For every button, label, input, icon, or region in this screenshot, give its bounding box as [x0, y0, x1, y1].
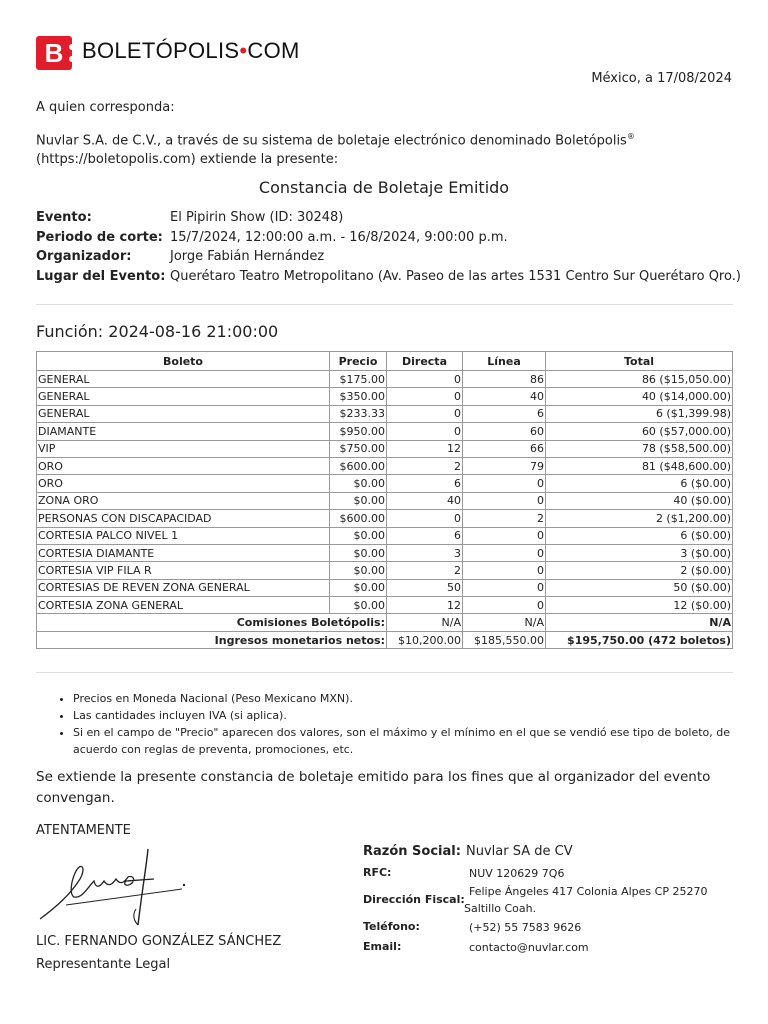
cell-boleto: CORTESIA ZONA GENERAL [37, 597, 330, 614]
cell-total: 2 ($1,200.00) [546, 510, 733, 527]
event-info [36, 208, 741, 286]
cell-linea: 40 [463, 388, 546, 405]
cell-linea: 60 [463, 423, 546, 440]
cell-linea: 6 [463, 405, 546, 422]
cell-precio: $0.00 [330, 597, 387, 614]
cell-directa: 0 [387, 388, 463, 405]
regards: ATENTAMENTE [36, 823, 131, 838]
event-info-row [36, 247, 741, 267]
cell-precio: $600.00 [330, 510, 387, 527]
cell-directa: 6 [387, 475, 463, 492]
closing-paragraph: Se extiende la presente constancia de boletaje emitido para los fines que al organizador del evento convengan. [36, 769, 711, 806]
brand-logo-mark [36, 36, 72, 70]
dir-label: Dirección Fiscal: [363, 893, 465, 906]
cell-boleto: ORO [37, 457, 330, 474]
divider [36, 672, 733, 673]
cell-linea: 0 [463, 475, 546, 492]
cell-total: 78 ($58,500.00) [546, 440, 733, 457]
signer-role: Representante Legal [36, 957, 171, 972]
tel-value: (+52) 55 7583 9626 [469, 921, 582, 934]
table-row [37, 579, 733, 596]
cell-directa: 3 [387, 544, 463, 561]
cell-directa: 12 [387, 597, 463, 614]
cell-boleto: ORO [37, 475, 330, 492]
cell-total: 81 ($48,600.00) [546, 457, 733, 474]
tickets-table [36, 351, 733, 649]
cell-boleto: VIP [37, 440, 330, 457]
function-title: Función: 2024-08-16 21:00:00 [36, 322, 279, 341]
brand-letter: B [44, 38, 64, 68]
net-income-row [37, 631, 733, 648]
divider [36, 304, 733, 305]
net-total: $195,750.00 (472 boletos) [546, 631, 733, 648]
brand-wordmark [82, 38, 300, 64]
cell-total: 40 ($0.00) [546, 492, 733, 509]
note-item: • Si en el campo de "Precio" aparecen dos valores, son el máximo y el mínimo en el que se vendió ese tipo de boleto, de acuerdo con reglas de preventa, promociones, etc. [73, 724, 733, 758]
net-directa: $10,200.00 [387, 631, 463, 648]
cell-boleto: PERSONAS CON DISCAPACIDAD [37, 510, 330, 527]
razon-label: Razón Social: [363, 844, 461, 859]
cell-precio: $0.00 [330, 492, 387, 509]
cell-linea: 2 [463, 510, 546, 527]
table-row [37, 492, 733, 509]
info-label: Organizador: [36, 249, 132, 265]
cell-directa: 2 [387, 562, 463, 579]
commissions-row [37, 614, 733, 631]
cell-precio: $175.00 [330, 371, 387, 388]
event-info-row [36, 267, 741, 287]
cell-linea: 0 [463, 544, 546, 561]
cell-directa: 0 [387, 423, 463, 440]
note-item: • Precios en Moneda Nacional (Peso Mexicano MXN). [73, 690, 733, 707]
table-row [37, 457, 733, 474]
notes-list [36, 690, 733, 758]
cell-boleto: GENERAL [37, 405, 330, 422]
cell-directa: 0 [387, 371, 463, 388]
cell-precio: $0.00 [330, 527, 387, 544]
razon-value: Nuvlar SA de CV [466, 844, 573, 859]
email-label: Email: [363, 940, 402, 953]
brand-name-a: BOLETÓPOLIS [82, 38, 240, 63]
table-header-row [37, 352, 733, 371]
intro-line-2: (https://boletopolis.com) extiende la presente: [36, 152, 339, 168]
dir-value-2: Saltillo Coah. [464, 902, 537, 915]
table-row [37, 405, 733, 422]
cell-precio: $600.00 [330, 457, 387, 474]
cell-precio: $0.00 [330, 579, 387, 596]
col-header-total: Total [546, 352, 733, 371]
col-header-precio: Precio [330, 352, 387, 371]
col-header-boleto: Boleto [37, 352, 330, 371]
col-header-linea: Línea [463, 352, 546, 371]
cell-boleto: CORTESIA VIP FILA R [37, 562, 330, 579]
table-row [37, 527, 733, 544]
cell-directa: 2 [387, 457, 463, 474]
cell-directa: 50 [387, 579, 463, 596]
cell-precio: $0.00 [330, 544, 387, 561]
cell-total: 3 ($0.00) [546, 544, 733, 561]
event-info-row [36, 228, 741, 248]
cell-boleto: CORTESIA PALCO NIVEL 1 [37, 527, 330, 544]
info-value: El Pipirin Show (ID: 30248) [170, 210, 344, 226]
table-row [37, 510, 733, 527]
net-linea: $185,550.00 [463, 631, 546, 648]
table-row [37, 423, 733, 440]
cell-total: 60 ($57,000.00) [546, 423, 733, 440]
cell-linea: 79 [463, 457, 546, 474]
salutation: A quien corresponda: [36, 100, 175, 115]
signer-name: LIC. FERNANDO GONZÁLEZ SÁNCHEZ [36, 934, 282, 949]
signature-image [36, 845, 196, 930]
table-row [37, 475, 733, 492]
cell-boleto: DIAMANTE [37, 423, 330, 440]
cell-linea: 0 [463, 492, 546, 509]
cell-total: 6 ($0.00) [546, 527, 733, 544]
table-row [37, 544, 733, 561]
cell-precio: $350.00 [330, 388, 387, 405]
cell-total: 50 ($0.00) [546, 579, 733, 596]
commissions-label: Comisiones Boletópolis: [37, 614, 387, 631]
cell-linea: 0 [463, 527, 546, 544]
rfc-value: NUV 120629 7Q6 [469, 867, 565, 880]
info-value: Querétaro Teatro Metropolitano (Av. Paseo de las artes 1531 Centro Sur Querétaro Qro.) [170, 268, 741, 284]
email-value: contacto@nuvlar.com [469, 941, 589, 954]
commissions-directa: N/A [387, 614, 463, 631]
rfc-label: RFC: [363, 866, 392, 879]
tel-label: Teléfono: [363, 920, 420, 933]
logo-notch [69, 56, 75, 62]
info-label: Periodo de corte: [36, 229, 163, 245]
info-label: Lugar del Evento: [36, 268, 166, 284]
cell-total: 12 ($0.00) [546, 597, 733, 614]
date-line: México, a 17/08/2024 [591, 71, 732, 86]
col-header-directa: Directa [387, 352, 463, 371]
info-value: 15/7/2024, 12:00:00 a.m. - 16/8/2024, 9:00:00 p.m. [170, 229, 508, 245]
event-info-row [36, 208, 741, 228]
brand-name-b: COM [247, 38, 300, 63]
commissions-linea: N/A [463, 614, 546, 631]
registered-mark: ® [626, 132, 635, 141]
table-row [37, 597, 733, 614]
cell-precio: $950.00 [330, 423, 387, 440]
cell-linea: 66 [463, 440, 546, 457]
cell-precio: $0.00 [330, 562, 387, 579]
intro-paragraph [36, 127, 736, 169]
cell-total: 6 ($1,399.98) [546, 405, 733, 422]
cell-linea: 0 [463, 579, 546, 596]
cell-directa: 6 [387, 527, 463, 544]
brand-dot: • [239, 38, 248, 63]
cell-directa: 0 [387, 405, 463, 422]
info-label: Evento: [36, 210, 92, 226]
cell-linea: 0 [463, 597, 546, 614]
table-row [37, 440, 733, 457]
dir-value-1: Felipe Ángeles 417 Colonia Alpes CP 25270 [469, 885, 708, 898]
logo-notch [69, 44, 75, 50]
cell-total: 2 ($0.00) [546, 562, 733, 579]
cell-linea: 0 [463, 562, 546, 579]
cell-directa: 0 [387, 510, 463, 527]
table-row [37, 562, 733, 579]
note-item: • Las cantidades incluyen IVA (si aplica). [73, 707, 733, 724]
cell-boleto: GENERAL [37, 371, 330, 388]
cell-directa: 12 [387, 440, 463, 457]
cell-precio: $0.00 [330, 475, 387, 492]
cell-boleto: CORTESIA DIAMANTE [37, 544, 330, 561]
cell-total: 40 ($14,000.00) [546, 388, 733, 405]
intro-line-1: Nuvlar S.A. de C.V., a través de su sistema de boletaje electrónico denominado Boletópolis [36, 133, 627, 149]
cell-precio: $750.00 [330, 440, 387, 457]
cell-boleto: CORTESIAS DE REVEN ZONA GENERAL [37, 579, 330, 596]
document-title: Constancia de Boletaje Emitido [258, 178, 510, 197]
cell-total: 86 ($15,050.00) [546, 371, 733, 388]
cell-directa: 40 [387, 492, 463, 509]
cell-linea: 86 [463, 371, 546, 388]
commissions-total: N/A [546, 614, 733, 631]
cell-boleto: GENERAL [37, 388, 330, 405]
table-row [37, 371, 733, 388]
cell-total: 6 ($0.00) [546, 475, 733, 492]
cell-boleto: ZONA ORO [37, 492, 330, 509]
info-value: Jorge Fabián Hernández [170, 249, 325, 265]
net-label: Ingresos monetarios netos: [37, 631, 387, 648]
table-row [37, 388, 733, 405]
cell-precio: $233.33 [330, 405, 387, 422]
